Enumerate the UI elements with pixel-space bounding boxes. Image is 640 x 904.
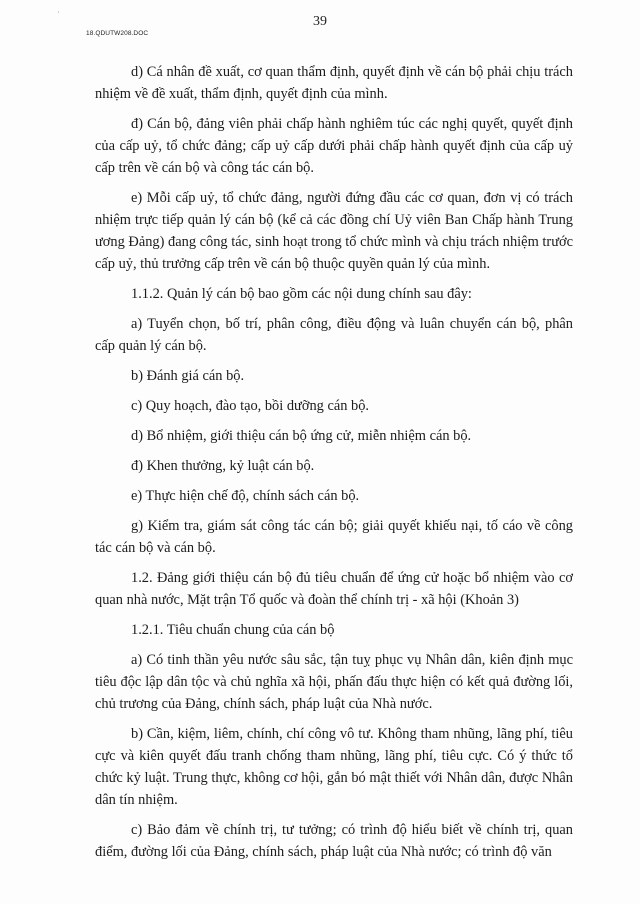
paragraph: d) Bổ nhiệm, giới thiệu cán bộ ứng cử, miễn nhiệm cán bộ. [131, 428, 472, 444]
paragraph: g) Kiểm tra, giám sát công tác cán bộ; giải quyết khiếu nại, tố cáo về công tác cán bộ và cán bộ. [95, 518, 573, 556]
paragraph: đ) Khen thưởng, kỷ luật cán bộ. [131, 458, 315, 474]
section-heading: 1.2.1. Tiêu chuẩn chung của cán bộ [131, 622, 335, 638]
paragraph: đ) Cán bộ, đảng viên phải chấp hành nghiêm túc các nghị quyết, quyết định của cấp uỷ, tổ chức đảng; cấp uỷ cấp dưới phải chấp hành quyết định của cấp uỷ cấp trên về cán bộ và công tác cán bộ. [95, 116, 573, 176]
corner-mark: ' [58, 12, 60, 18]
paragraph: a) Tuyển chọn, bố trí, phân công, điều động và luân chuyển cán bộ, phân cấp quản lý cán bộ. [95, 316, 573, 354]
paragraph: e) Thực hiện chế độ, chính sách cán bộ. [131, 488, 360, 504]
document-body [95, 61, 573, 871]
paragraph: a) Có tinh thần yêu nước sâu sắc, tận tuỵ phục vụ Nhân dân, kiên định mục tiêu độc lập dân tộc và chủ nghĩa xã hội, phấn đấu thực hiện có kết quả đường lối, chủ trương của Đảng, chính sách, pháp luật của Nhà nước. [95, 652, 573, 712]
paragraph: e) Mỗi cấp uỷ, tổ chức đảng, người đứng đầu các cơ quan, đơn vị có trách nhiệm trực tiếp quản lý cán bộ (kể cả các đồng chí Uỷ viên Ban Chấp hành Trung ương Đảng) đang công tác, sinh hoạt trong tổ chức mình và chịu trách nhiệm trước cấp uỷ, thủ trưởng cấp trên về cán bộ thuộc quyền quản lý của mình. [95, 190, 573, 272]
page-number: 39 [313, 14, 327, 29]
section-heading: 1.2. Đảng giới thiệu cán bộ đủ tiêu chuẩn để ứng cử hoặc bổ nhiệm vào cơ quan nhà nước, Mặt trận Tổ quốc và đoàn thể chính trị - xã hội (Khoản 3) [95, 570, 573, 608]
paragraph: d) Cá nhân đề xuất, cơ quan thẩm định, quyết định về cán bộ phải chịu trách nhiệm về đề xuất, thẩm định, quyết định của mình. [95, 64, 573, 102]
paragraph: b) Cần, kiệm, liêm, chính, chí công vô tư. Không tham nhũng, lãng phí, tiêu cực và kiên quyết đấu tranh chống tham nhũng, lãng phí, tiêu cực. Có ý thức tổ chức kỷ luật. Trung thực, không cơ hội, gắn bó mật thiết với Nhân dân, được Nhân dân tín nhiệm. [95, 726, 573, 808]
paragraph: c) Bảo đảm về chính trị, tư tưởng; có trình độ hiểu biết về chính trị, quan điểm, đường lối của Đảng, chính sách, pháp luật của Nhà nước; có trình độ văn [95, 822, 573, 860]
section-heading: 1.1.2. Quản lý cán bộ bao gồm các nội dung chính sau đây: [131, 286, 472, 302]
paragraph: b) Đánh giá cán bộ. [131, 368, 245, 384]
paragraph: c) Quy hoạch, đào tạo, bồi dưỡng cán bộ. [131, 398, 370, 414]
document-id: 18.QDUTW208.DOC [86, 30, 149, 37]
